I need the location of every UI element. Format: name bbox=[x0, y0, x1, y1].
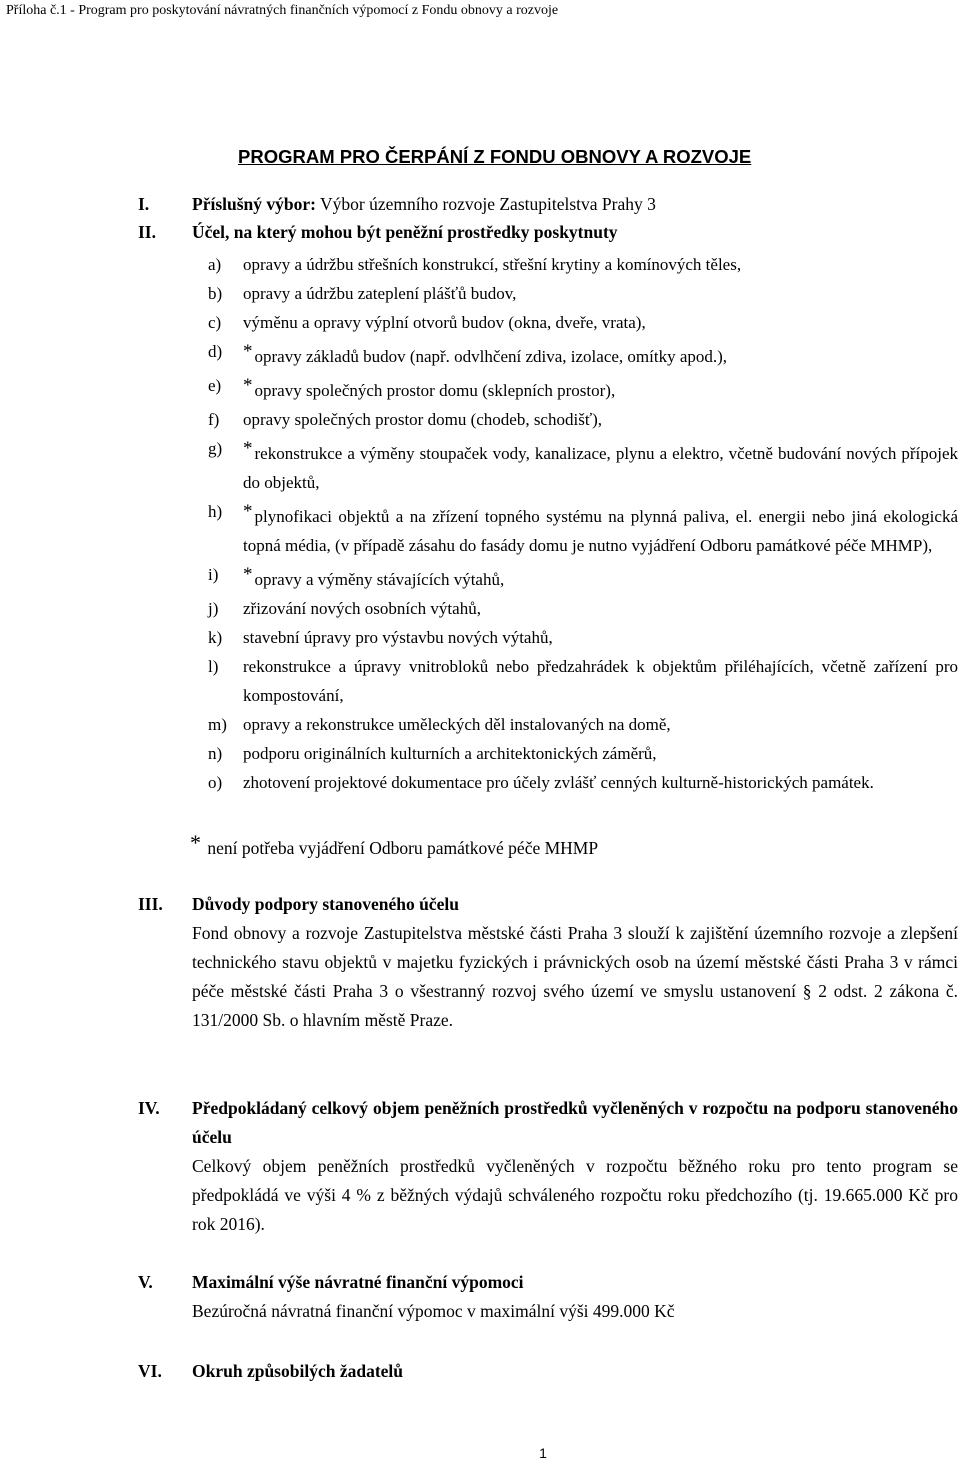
list-item bbox=[208, 623, 958, 652]
section-6-number: VI. bbox=[138, 1361, 162, 1381]
section-3 bbox=[192, 890, 958, 1035]
list-item-label: l) bbox=[208, 657, 219, 676]
list-item bbox=[208, 337, 958, 371]
page-number: 1 bbox=[539, 1445, 547, 1461]
list-item-content bbox=[243, 434, 958, 497]
list-item bbox=[208, 560, 958, 594]
list-item-content bbox=[243, 652, 958, 710]
footnote bbox=[190, 830, 598, 859]
list-item bbox=[208, 768, 958, 797]
section-4-heading: Předpokládaný celkový objem peněžních prostředků vyčleněných v rozpočtu na podporu stanoveného účelu bbox=[192, 1098, 958, 1147]
list-item-label: a) bbox=[208, 255, 222, 274]
list-item-label: o) bbox=[208, 773, 223, 792]
section-1-number: I. bbox=[138, 194, 150, 214]
list-item-text: zřizování nových osobních výtahů, bbox=[243, 599, 481, 618]
list-item-label: c) bbox=[208, 313, 222, 332]
list-item bbox=[208, 405, 958, 434]
asterisk-icon: * bbox=[190, 830, 201, 855]
list-item bbox=[208, 710, 958, 739]
section-5 bbox=[192, 1268, 958, 1326]
list-item bbox=[208, 371, 958, 405]
list-item-content bbox=[243, 337, 958, 371]
section-4-text: Celkový objem peněžních prostředků vyčleněných v rozpočtu běžného roku pro tento program se předpokládá ve výši 4 % z běžných výdajů schváleného rozpočtu roku předchozího (tj. 19.665.000 Kč pro rok 2016). bbox=[192, 1156, 958, 1234]
list-item-label: k) bbox=[208, 628, 223, 647]
list-item bbox=[208, 279, 958, 308]
list-item-text: plynofikaci objektů a na zřízení topného systému na plynná paliva, el. energii nebo jiná ekologická topná média, (v případě zásahu do fasády domu je nutno vyjádření Odboru památkové péče MHMP), bbox=[243, 507, 958, 555]
section-1-value: Výbor územního rozvoje Zastupitelstva Prahy 3 bbox=[315, 194, 656, 214]
list-item-content bbox=[243, 308, 958, 337]
list-item-text: výměnu a opravy výplní otvorů budov (okna, dveře, vrata), bbox=[243, 313, 646, 332]
list-item-label: i) bbox=[208, 565, 219, 584]
list-item-label: m) bbox=[208, 715, 227, 734]
list-item-label: e) bbox=[208, 376, 222, 395]
list-item-text: podporu originálních kulturních a architektonických záměrů, bbox=[243, 744, 657, 763]
section-3-heading: Důvody podpory stanoveného účelu bbox=[192, 894, 459, 914]
list-item-text: opravy společných prostor domu (sklepních prostor), bbox=[254, 381, 616, 400]
list-item-label: j) bbox=[208, 599, 219, 618]
section-5-text: Bezúročná návratná finanční výpomoc v maximální výši 499.000 Kč bbox=[192, 1301, 675, 1321]
list-item-label: h) bbox=[208, 502, 223, 521]
asterisk-icon: * bbox=[243, 501, 253, 522]
list-item bbox=[208, 497, 958, 560]
list-item-text: opravy základů budov (např. odvlhčení zdiva, izolace, omítky apod.), bbox=[254, 347, 728, 366]
list-item bbox=[208, 250, 958, 279]
asterisk-icon: * bbox=[243, 564, 253, 585]
list-item-content bbox=[243, 623, 958, 652]
list-item-label: n) bbox=[208, 744, 223, 763]
purpose-list bbox=[208, 250, 958, 797]
list-item-text: opravy a rekonstrukce uměleckých děl instalovaných na domě, bbox=[243, 715, 671, 734]
list-item bbox=[208, 308, 958, 337]
asterisk-icon: * bbox=[243, 341, 253, 362]
section-2-number: II. bbox=[138, 222, 156, 242]
asterisk-icon: * bbox=[243, 375, 253, 396]
section-4-number: IV. bbox=[138, 1098, 160, 1118]
list-item bbox=[208, 739, 958, 768]
page-header: Příloha č.1 - Program pro poskytování návratných finančních výpomocí z Fondu obnovy a rozvoje bbox=[6, 3, 559, 18]
list-item-text: stavební úpravy pro výstavbu nových výtahů, bbox=[243, 628, 553, 647]
list-item-content bbox=[243, 594, 958, 623]
list-item-content bbox=[243, 710, 958, 739]
list-item-content bbox=[243, 739, 958, 768]
section-1-label: Příslušný výbor: bbox=[192, 194, 316, 214]
footnote-text: není potřeba vyjádření Odboru památkové péče MHMP bbox=[203, 838, 599, 858]
list-item-label: b) bbox=[208, 284, 223, 303]
list-item-text: rekonstrukce a úpravy vnitrobloků nebo předzahrádek k objektům přiléhajících, včetně zařízení pro kompostování, bbox=[243, 657, 958, 705]
list-item-text: zhotovení projektové dokumentace pro účely zvlášť cenných kulturně-historických památek. bbox=[243, 773, 874, 792]
section-1-heading bbox=[192, 192, 656, 216]
list-item-content bbox=[243, 371, 958, 405]
document-title: PROGRAM PRO ČERPÁNÍ Z FONDU OBNOVY A ROZVOJE bbox=[238, 146, 752, 167]
list-item-content bbox=[243, 497, 958, 560]
list-item-text: rekonstrukce a výměny stoupaček vody, kanalizace, plynu a elektro, včetně budování nových přípojek do objektů, bbox=[243, 444, 958, 492]
list-item-content bbox=[243, 560, 958, 594]
list-item bbox=[208, 652, 958, 710]
section-6 bbox=[192, 1357, 958, 1386]
section-3-text: Fond obnovy a rozvoje Zastupitelstva městské části Praha 3 slouží k zajištění územního rozvoje a zlepšení technického stavu objektů v majetku fyzických i právnických osob na území městské části Praha 3 v rámci péče městské části Praha 3 o všestranný rozvoj svého území ve smyslu ustanovení § 2 odst. 2 zákona č. 131/2000 Sb. o hlavním městě Praze. bbox=[192, 923, 958, 1030]
list-item-text: opravy a údržbu zateplení plášťů budov, bbox=[243, 284, 517, 303]
section-5-number: V. bbox=[138, 1272, 153, 1292]
list-item-label: f) bbox=[208, 410, 220, 429]
list-item-label: g) bbox=[208, 439, 223, 458]
asterisk-icon: * bbox=[243, 438, 253, 459]
section-2-heading: Účel, na který mohou být peněžní prostředky poskytnuty bbox=[192, 222, 618, 242]
list-item-content bbox=[243, 405, 958, 434]
list-item-text: opravy a výměny stávajících výtahů, bbox=[254, 570, 505, 589]
list-item bbox=[208, 594, 958, 623]
section-4 bbox=[192, 1094, 958, 1239]
list-item-text: opravy a údržbu střešních konstrukcí, střešní krytiny a komínových těles, bbox=[243, 255, 742, 274]
section-3-number: III. bbox=[138, 894, 163, 914]
section-6-heading: Okruh způsobilých žadatelů bbox=[192, 1361, 404, 1381]
list-item-content bbox=[243, 768, 958, 797]
list-item-content bbox=[243, 279, 958, 308]
list-item-label: d) bbox=[208, 342, 223, 361]
list-item-text: opravy společných prostor domu (chodeb, schodišť), bbox=[243, 410, 602, 429]
list-item-content bbox=[243, 250, 958, 279]
section-5-heading: Maximální výše návratné finanční výpomoci bbox=[192, 1272, 524, 1292]
list-item bbox=[208, 434, 958, 497]
